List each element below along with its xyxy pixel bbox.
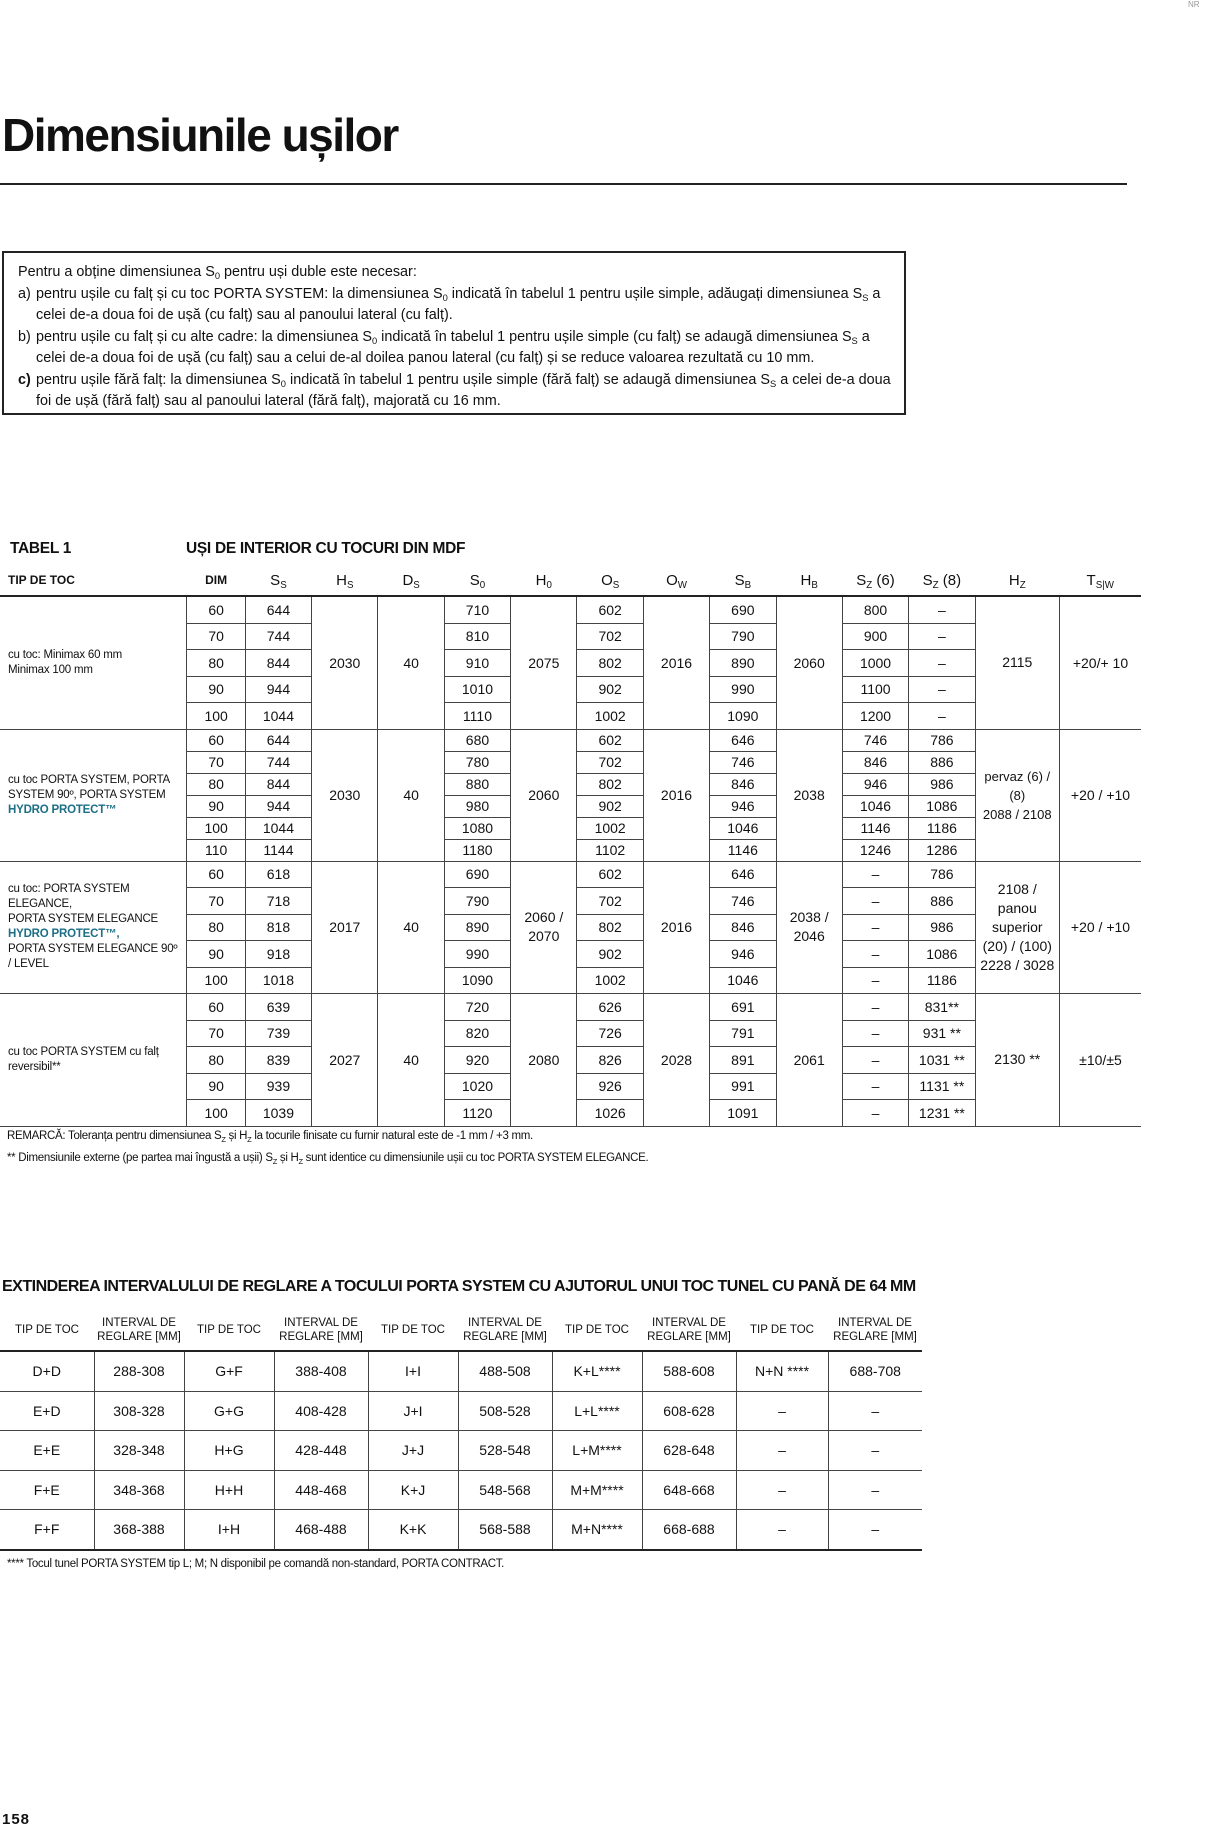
cell-ss: 844 [245,773,311,795]
cell-dim: 70 [187,888,245,915]
table-row [0,994,1141,1021]
cell-hb: 2061 [776,994,842,1127]
header-col: $D_S$ [402,571,420,591]
cell-sb: 746 [710,888,776,915]
cell-s0: 680 [444,729,510,751]
cell-interval: 308-328 [94,1391,184,1431]
cell-dim: 90 [187,941,245,968]
cell-sb: 690 [710,596,776,623]
page-title: Dimensiunile ușilor [2,109,398,161]
header-col: $T_{S|W}$ [1086,571,1114,591]
cell-interval: – [828,1431,922,1471]
cell-tip: L+L**** [552,1391,642,1431]
cell-tip: M+N**** [552,1510,642,1550]
cell-interval: 348-368 [94,1470,184,1510]
cell-tip: J+I [368,1391,458,1431]
cell-os: 802 [577,914,643,941]
cell-sz8: – [909,650,975,677]
cell-interval: 668-688 [642,1510,736,1550]
cell-tip: K+L**** [552,1351,642,1391]
cell-ss: 1144 [245,839,311,861]
header-col: $H_Z$ [1008,571,1026,591]
cell-tsw: +20/+ 10 [1059,596,1141,729]
table-row [0,596,1141,623]
cell-sz6: 1000 [842,650,908,677]
cell-sz8: 986 [909,914,975,941]
cell-s0: 790 [444,888,510,915]
cell-ss: 818 [245,914,311,941]
cell-tip: M+M**** [552,1470,642,1510]
cell-interval: 388-408 [274,1351,368,1391]
cell-os: 1002 [577,817,643,839]
cell-sz8: – [909,703,975,730]
cell-ss: 1039 [245,1100,311,1127]
cell-os: 1002 [577,967,643,994]
cell-tip: I+I [368,1351,458,1391]
cell-sz6: – [842,888,908,915]
cell-ds: 40 [378,994,444,1127]
cell-tip: H+H [184,1470,274,1510]
note-item-b: b) pentru ușile cu falț și cu alte cadre: la dimensiunea $S_0$ indicată în tabelul 1 pentru ușile simple (cu falț) se adaugă dimensiunea $S_S$ a celei de-a doua foi de ușă (cu falț) sau a celui de-al doilea panou lateral (cu falț) și se reduce valoarea rezultată cu 10 mm. [18,328,870,366]
cell-dim: 80 [187,914,245,941]
cell-tsw: ±10/±5 [1059,994,1141,1127]
cell-dim: 100 [187,1100,245,1127]
cell-sz8: 886 [909,751,975,773]
cell-interval: 408-428 [274,1391,368,1431]
cell-interval: 548-568 [458,1470,552,1510]
cell-os: 902 [577,676,643,703]
cell-sb: 791 [710,1020,776,1047]
cell-sz6: – [842,1073,908,1100]
cell-ds: 40 [378,729,444,861]
cell-interval: – [828,1510,922,1550]
header-col: $S_S$ [270,571,287,591]
cell-dim: 70 [187,751,245,773]
cell-os: 802 [577,650,643,677]
cell-os: 702 [577,751,643,773]
cell-sb: 846 [710,914,776,941]
cell-sz6: 1046 [842,795,908,817]
cell-os: 902 [577,795,643,817]
cell-s0: 1020 [444,1073,510,1100]
header-col: $S_Z$ (6) [856,571,895,591]
cell-os: 702 [577,888,643,915]
table2-footnote: **** Tocul tunel PORTA SYSTEM tip L; M; N disponibil pe comandă non-standard, PORTA CONTRACT. [7,1558,505,1570]
cell-sz8: – [909,623,975,650]
cell-tsw: +20 / +10 [1059,861,1141,994]
cell-hs: 2017 [312,861,378,994]
cell-sb: 1046 [710,817,776,839]
cell-os: 802 [577,773,643,795]
header-tip-toc: TIP DE TOC [750,1324,814,1336]
cell-s0: 990 [444,941,510,968]
header-col: $H_S$ [336,571,354,591]
cell-sz8: 1186 [909,967,975,994]
cell-ow: 2016 [643,861,709,994]
cell-ss: 718 [245,888,311,915]
cell-s0: 810 [444,623,510,650]
cell-dim: 100 [187,967,245,994]
cell-h0: 2060 / 2070 [511,861,577,994]
header-interval: INTERVAL DE REGLARE [MM] [279,1317,363,1343]
cell-dim: 70 [187,1020,245,1047]
cell-os: 626 [577,994,643,1021]
cell-sz6: 746 [842,729,908,751]
cell-sz6: 946 [842,773,908,795]
header-interval: INTERVAL DE REGLARE [MM] [97,1317,181,1343]
cell-dim: 60 [187,596,245,623]
cell-ds: 40 [378,596,444,729]
cell-tip: – [736,1470,828,1510]
table-row [0,1391,922,1431]
cell-tip: E+D [0,1391,94,1431]
header-tip-toc: TIP DE TOC [381,1324,445,1336]
cell-interval: 368-388 [94,1510,184,1550]
cell-dim: 90 [187,795,245,817]
table1-footnote: ** Dimensiunile externe (pe partea mai îngustă a ușii) $S_Z$ și $H_Z$ sunt identice cu dimensiunile ușii cu toc PORTA SYSTEM ELEGANCE. [7,1152,649,1166]
header-tip-toc: TIP DE TOC [197,1324,261,1336]
cell-s0: 920 [444,1047,510,1074]
frame-type-cell: cu toc PORTA SYSTEM, PORTA SYSTEM 90º, PORTA SYSTEM HYDRO PROTECT™ [0,729,187,861]
note-item-c: c) pentru ușile fără falț: la dimensiunea $S_0$ indicată în tabelul 1 pentru ușile simple (fără falț) se adaugă dimensiunea $S_S$ a celei de-a doua foi de ușă (fără falț) sau al panoului lateral (fără falț), majorată cu 16 mm. [18,371,891,409]
cell-sz8: 986 [909,773,975,795]
cell-s0: 690 [444,861,510,888]
cell-tip: K+K [368,1510,458,1550]
cell-tip: F+F [0,1510,94,1550]
cell-interval: 648-668 [642,1470,736,1510]
cell-dim: 100 [187,703,245,730]
cell-hs: 2030 [312,596,378,729]
header-tip-toc: TIP DE TOC [565,1324,629,1336]
cell-interval: 488-508 [458,1351,552,1391]
cell-sz8: 786 [909,729,975,751]
cell-dim: 110 [187,839,245,861]
cell-s0: 710 [444,596,510,623]
cell-sz8: 786 [909,861,975,888]
header-tip-toc: TIP DE TOC [8,573,75,587]
frame-type-cell: cu toc: Minimax 60 mm Minimax 100 mm [0,596,187,729]
cell-sz6: 1146 [842,817,908,839]
cell-os: 1026 [577,1100,643,1127]
cell-ss: 944 [245,676,311,703]
cell-s0: 890 [444,914,510,941]
header-interval: INTERVAL DE REGLARE [MM] [833,1317,917,1343]
cell-hb: 2038 [776,729,842,861]
cell-sz6: 1246 [842,839,908,861]
cell-s0: 720 [444,994,510,1021]
cell-os: 702 [577,623,643,650]
cell-dim: 90 [187,1073,245,1100]
cell-os: 926 [577,1073,643,1100]
cell-hz: 2115 [975,596,1059,729]
cell-s0: 980 [444,795,510,817]
cell-h0: 2080 [511,994,577,1127]
cell-hz: 2108 / panou superior (20) / (100) 2228 / 3028 [975,861,1059,994]
cell-sz8: 1131 ** [909,1073,975,1100]
cell-os: 826 [577,1047,643,1074]
cell-tip: – [736,1510,828,1550]
cell-sz6: 900 [842,623,908,650]
cell-tip: – [736,1431,828,1471]
table1-label: TABEL 1 [10,540,72,557]
cell-dim: 100 [187,817,245,839]
cell-sz8: – [909,676,975,703]
cell-tip: K+J [368,1470,458,1510]
cell-interval: 528-548 [458,1431,552,1471]
cell-tip: D+D [0,1351,94,1391]
table-row [0,1351,922,1391]
cell-sz6: – [842,941,908,968]
cell-dim: 70 [187,623,245,650]
cell-s0: 910 [444,650,510,677]
cell-sb: 646 [710,729,776,751]
table1-header-row [0,565,1141,596]
cell-interval: 508-528 [458,1391,552,1431]
cell-interval: 688-708 [828,1351,922,1391]
cell-hz: 2130 ** [975,994,1059,1127]
cell-interval: 448-468 [274,1470,368,1510]
table1-group-reversible [0,994,1141,1127]
cell-interval: 428-448 [274,1431,368,1471]
cell-sz6: 1100 [842,676,908,703]
cell-sz6: – [842,1020,908,1047]
cell-ss: 644 [245,596,311,623]
table2-title: EXTINDEREA INTERVALULUI DE REGLARE A TOCULUI PORTA SYSTEM CU AJUTORUL UNUI TOC TUNEL CU PANĂ DE 64 MM [2,1278,916,1295]
table1-group-porta-system [0,729,1141,861]
cell-dim: 80 [187,650,245,677]
cell-sz6: – [842,914,908,941]
cell-os: 1102 [577,839,643,861]
cell-s0: 820 [444,1020,510,1047]
cell-interval: 328-348 [94,1431,184,1471]
page-number: 158 [2,1811,31,1828]
cell-s0: 880 [444,773,510,795]
frame-type-cell: cu toc PORTA SYSTEM cu falț reversibil** [0,994,187,1127]
cell-dim: 60 [187,861,245,888]
cell-sb: 1091 [710,1100,776,1127]
cell-interval: 608-628 [642,1391,736,1431]
cell-tip: N+N **** [736,1351,828,1391]
cell-tip: E+E [0,1431,94,1471]
cell-s0: 1090 [444,967,510,994]
cell-os: 902 [577,941,643,968]
cell-ss: 639 [245,994,311,1021]
cell-os: 726 [577,1020,643,1047]
cell-sz6: 1200 [842,703,908,730]
cell-tip: H+G [184,1431,274,1471]
cell-tip: J+J [368,1431,458,1471]
cell-hb: 2060 [776,596,842,729]
cell-sb: 790 [710,623,776,650]
corner-mark: NR [1188,0,1200,9]
cell-sz6: 800 [842,596,908,623]
cell-ss: 844 [245,650,311,677]
cell-os: 1002 [577,703,643,730]
cell-sz8: 1231 ** [909,1100,975,1127]
table-row [0,861,1141,888]
cell-sz8: 886 [909,888,975,915]
cell-sz8: 1286 [909,839,975,861]
cell-hs: 2027 [312,994,378,1127]
door-dimensions-table [0,565,1141,1127]
header-col: $H_0$ [535,571,552,591]
cell-ow: 2016 [643,729,709,861]
cell-hb: 2038 / 2046 [776,861,842,994]
cell-s0: 1180 [444,839,510,861]
cell-s0: 1120 [444,1100,510,1127]
header-interval: INTERVAL DE REGLARE [MM] [463,1317,547,1343]
cell-sb: 946 [710,941,776,968]
cell-sz8: – [909,596,975,623]
table2-header-row [0,1310,922,1351]
cell-sz8: 1086 [909,795,975,817]
cell-ow: 2028 [643,994,709,1127]
header-col: $S_Z$ (8) [922,571,962,591]
adjustment-range-table [0,1310,922,1551]
table1-title: UȘI DE INTERIOR CU TOCURI DIN MDF [186,540,466,557]
table1-group-minimax [0,596,1141,729]
double-door-note [2,251,906,415]
cell-ss: 644 [245,729,311,751]
cell-ss: 744 [245,751,311,773]
table1-remark: REMARCĂ: Toleranța pentru dimensiunea $S_Z$ și $H_Z$ la tocurile finisate cu furnir natural este de -1 mm / +3 mm. [7,1130,533,1144]
cell-ss: 739 [245,1020,311,1047]
cell-sb: 990 [710,676,776,703]
table1-group-elegance [0,861,1141,994]
cell-ss: 618 [245,861,311,888]
table-row [0,1470,922,1510]
cell-sb: 646 [710,861,776,888]
cell-sb: 991 [710,1073,776,1100]
cell-sz8: 1186 [909,817,975,839]
cell-interval: – [828,1391,922,1431]
cell-ss: 744 [245,623,311,650]
cell-ss: 918 [245,941,311,968]
table-row [0,1510,922,1550]
cell-s0: 1080 [444,817,510,839]
cell-sz8: 1086 [909,941,975,968]
cell-os: 602 [577,596,643,623]
header-col: $O_W$ [666,571,687,591]
header-dim: DIM [205,573,228,587]
cell-interval: 568-588 [458,1510,552,1550]
cell-interval: – [828,1470,922,1510]
cell-sz6: – [842,967,908,994]
note-item-a: a) pentru ușile cu falț și cu toc PORTA SYSTEM: la dimensiunea $S_0$ indicată în tabelul 1 pentru ușile simple, adăugați dimensiunea $S_S$ a celei de-a doua foi de ușă (cu falț) sau al panoului lateral (cu falț). [18,285,881,323]
header-col: $O_S$ [601,571,620,591]
cell-ss: 839 [245,1047,311,1074]
cell-sb: 946 [710,795,776,817]
cell-tip: L+M**** [552,1431,642,1471]
cell-sb: 1046 [710,967,776,994]
cell-tip: G+G [184,1391,274,1431]
cell-tsw: +20 / +10 [1059,729,1141,861]
cell-sz6: – [842,1100,908,1127]
cell-tip: I+H [184,1510,274,1550]
cell-s0: 1110 [444,703,510,730]
cell-sb: 1090 [710,703,776,730]
cell-ss: 939 [245,1073,311,1100]
cell-sz8: 1031 ** [909,1047,975,1074]
table-row [0,1431,922,1471]
cell-sz8: 931 ** [909,1020,975,1047]
header-tip-toc: TIP DE TOC [15,1324,79,1336]
cell-h0: 2075 [511,596,577,729]
cell-dim: 80 [187,1047,245,1074]
cell-s0: 780 [444,751,510,773]
header-col: $S_B$ [734,571,752,591]
cell-tip: G+F [184,1351,274,1391]
cell-dim: 60 [187,729,245,751]
cell-sz6: – [842,994,908,1021]
cell-interval: 468-488 [274,1510,368,1550]
cell-os: 602 [577,861,643,888]
cell-hs: 2030 [312,729,378,861]
cell-sz6: 846 [842,751,908,773]
cell-tip: F+E [0,1470,94,1510]
cell-ss: 944 [245,795,311,817]
cell-sb: 691 [710,994,776,1021]
cell-hz: pervaz (6) / (8) 2088 / 2108 [975,729,1059,861]
header-interval: INTERVAL DE REGLARE [MM] [647,1317,731,1343]
title-divider [0,183,1127,185]
cell-ss: 1018 [245,967,311,994]
cell-dim: 60 [187,994,245,1021]
cell-s0: 1010 [444,676,510,703]
header-col: $S_0$ [469,571,486,591]
cell-ow: 2016 [643,596,709,729]
cell-sz8: 831** [909,994,975,1021]
cell-tip: – [736,1391,828,1431]
frame-type-cell: cu toc: PORTA SYSTEM ELEGANCE, PORTA SYSTEM ELEGANCE HYDRO PROTECT™, PORTA SYSTEM ELEGANCE 90º / LEVEL [0,861,187,994]
table-row [0,729,1141,751]
cell-dim: 80 [187,773,245,795]
cell-dim: 90 [187,676,245,703]
cell-sb: 746 [710,751,776,773]
cell-ss: 1044 [245,817,311,839]
cell-sz6: – [842,1047,908,1074]
cell-h0: 2060 [511,729,577,861]
cell-sz6: – [842,861,908,888]
cell-sb: 891 [710,1047,776,1074]
cell-ss: 1044 [245,703,311,730]
cell-interval: 588-608 [642,1351,736,1391]
cell-interval: 628-648 [642,1431,736,1471]
cell-os: 602 [577,729,643,751]
cell-sb: 846 [710,773,776,795]
cell-sb: 1146 [710,839,776,861]
header-col: $H_B$ [800,571,818,591]
cell-sb: 890 [710,650,776,677]
note-intro: Pentru a obține dimensiunea $S_0$ pentru uși duble este necesar: [18,264,417,281]
cell-ds: 40 [378,861,444,994]
cell-interval: 288-308 [94,1351,184,1391]
